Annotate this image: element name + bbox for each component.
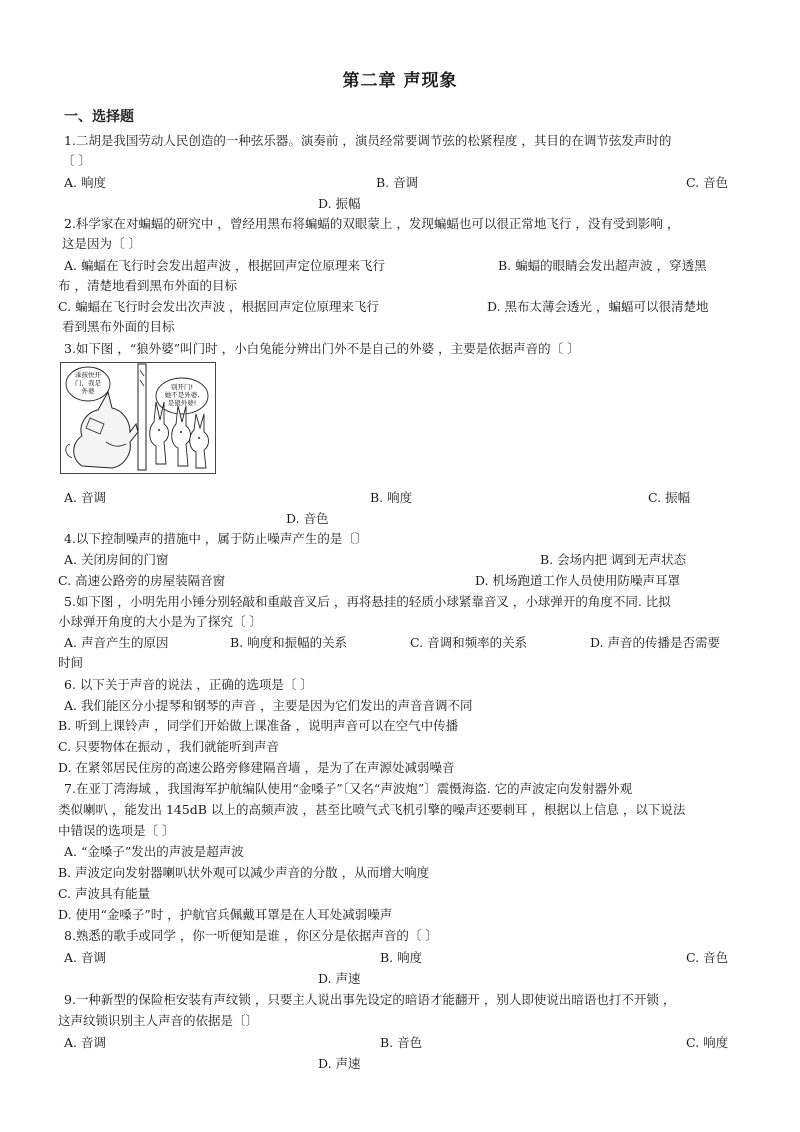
q2-option-d-line1: D. 黑布太薄会透光 ，蝙蝠可以很清楚地 [487, 299, 709, 314]
bubble1-line2: 门，我是 [75, 379, 101, 387]
q1-stem-line1: 1.二胡是我国劳动人民创造的一种弦乐器。演奏前 ，演员经常要调节弦的松紧程度 ，其目的在调节弦发声时的 [64, 133, 672, 148]
q4-option-d: D. 机场跑道工作人员使用防噪声耳罩 [475, 573, 681, 588]
q6-option-c: C. 只要物体在振动 ，我们就能听到声音 [58, 739, 280, 754]
q3-option-b: B. 响度 [370, 490, 413, 505]
q8-option-d: D. 声速 [318, 971, 361, 986]
q6-stem: 6. 以下关于声音的说法 ，正确的选项是〔 〕 [64, 677, 313, 692]
q8-stem: 8.熟悉的歌手或同学 ，你一听便知是谁 ，你区分是依据声音的〔 〕 [64, 928, 438, 943]
q8-option-b: B. 响度 [380, 950, 423, 965]
q1-stem-line2: 〔 〕 [62, 153, 91, 168]
q6-option-d: D. 在紧邻居民住房的高速公路旁修建隔音墙 ，是为了在声源处减弱噪音 [58, 760, 455, 775]
q6-option-a: A. 我们能区分小提琴和钢琴的声音 ，主要是因为它们发出的声音音调不同 [64, 698, 473, 713]
q9-stem-line2: 这声纹锁识别主人声音的依据是〔〕 [58, 1013, 259, 1028]
q1-option-b: B. 音调 [376, 175, 419, 190]
bubble1-line1: 乖孩快开 [75, 371, 101, 379]
q8-option-a: A. 音调 [64, 950, 106, 965]
q4-option-a: A. 关闭房间的门窗 [64, 552, 169, 567]
q3-option-c: C. 振幅 [648, 490, 691, 505]
q2-option-b-line1: B. 蝙蝠的眼睛会发出超声波 ，穿透黑 [498, 258, 707, 273]
q2-option-b-line2: 布 ，清楚地看到黑布外面的目标 [58, 278, 237, 293]
q3-option-a: A. 音调 [64, 490, 106, 505]
q7-stem-line1: 7.在亚丁湾海域 ，我国海军护航编队使用“金嗓子”〔又名“声波炮”〕震慑海盗. 它的声波定向发射器外观 [64, 781, 633, 796]
q3-stem: 3.如下图 ，“狼外婆”叫门时 ，小白兔能分辨出门外不是自己的外婆 ，主要是依据声音的〔 〕 [64, 341, 580, 356]
section-heading: 一、选择题 [64, 109, 134, 125]
q2-stem-line1: 2.科学家在对蝙蝠的研究中 ，曾经用黑布将蝙蝠的双眼蒙上 ，发现蝙蝠也可以很正常地飞行 ，没有受到影响 ， [64, 216, 680, 231]
q7-option-d: D. 使用“金嗓子”时 ，护航官兵佩戴耳罩是在人耳处减弱噪声 [58, 907, 393, 922]
q9-stem-line1: 9.一种新型的保险柜安装有声纹锁 ，只要主人说出事先设定的暗语才能翻开 ，别人即使说出暗语也打不开锁 ， [64, 992, 676, 1007]
page-title: 第二章 声现象 [342, 71, 458, 91]
q2-option-a: A. 蝙蝠在飞行时会发出超声波 ，根据回声定位原理来飞行 [64, 258, 385, 273]
wolf-grandma-illustration [60, 362, 216, 474]
q5-option-b: B. 响度和振幅的关系 [230, 635, 348, 650]
q2-option-d-line2: 看到黑布外面的目标 [62, 319, 175, 334]
q5-stem-line2: 小球弹开角度的大小是为了探究〔 〕 [58, 614, 262, 629]
bubble1-line3: 外婆 [81, 387, 95, 395]
q1-option-a: A. 响度 [64, 175, 106, 190]
q7-stem-line3: 中错误的选项是〔 〕 [58, 823, 175, 838]
q4-option-b: B. 会场内把 调到无声状态 [540, 552, 687, 567]
q9-option-d: D. 声速 [318, 1056, 361, 1071]
q2-stem-line2: 这是因为〔 〕 [62, 236, 141, 251]
q7-option-b: B. 声波定向发射器喇叭状外观可以减少声音的分散 ，从而增大响度 [58, 865, 430, 880]
q4-option-c: C. 高速公路旁的房屋装隔音窗 [58, 573, 226, 588]
q9-option-a: A. 音调 [64, 1035, 106, 1050]
bubble2-line3: 是狼外婆! [167, 399, 197, 407]
q7-stem-line2: 类似喇叭 ，能发出 145dB 以上的高频声波 ，甚至比喷气式飞机引擎的噪声还要刺耳 ，根据以上信息 ，以下说法 [58, 802, 686, 817]
bubble2-line2: 她不是外婆, [164, 391, 200, 399]
q5-option-d-line2: 时间 [58, 655, 84, 670]
q4-stem: 4.以下控制噪声的措施中 ，属于防止噪声产生的是〔〕 [64, 531, 368, 546]
q6-option-b: B. 听到上课铃声 ，同学们开始做上课准备 ，说明声音可以在空气中传播 [58, 718, 459, 733]
q2-option-c: C. 蝙蝠在飞行时会发出次声波 ，根据回声定位原理来飞行 [58, 299, 380, 314]
q7-option-a: A. “金嗓子”发出的声波是超声波 [64, 844, 244, 859]
q7-option-c: C. 声波具有能量 [58, 886, 151, 901]
bubble2-line1: 别开门! [170, 383, 194, 391]
q5-option-c: C. 音调和频率的关系 [410, 635, 528, 650]
q9-option-c: C. 响度 [686, 1035, 729, 1050]
q5-stem-line1: 5.如下图 ，小明先用小锤分别轻敲和重敲音叉后 ，再将悬挂的轻质小球紧靠音叉 ，小球弹开的角度不同. 比拟 [64, 594, 671, 609]
q1-option-d: D. 振幅 [318, 196, 361, 211]
q5-option-a: A. 声音产生的原因 [64, 635, 169, 650]
q8-option-c: C. 音色 [686, 950, 729, 965]
q5-option-d-line1: D. 声音的传播是否需要 [590, 635, 721, 650]
q9-option-b: B. 音色 [380, 1035, 423, 1050]
q3-option-d: D. 音色 [286, 511, 329, 526]
q1-option-c: C. 音色 [686, 175, 729, 190]
